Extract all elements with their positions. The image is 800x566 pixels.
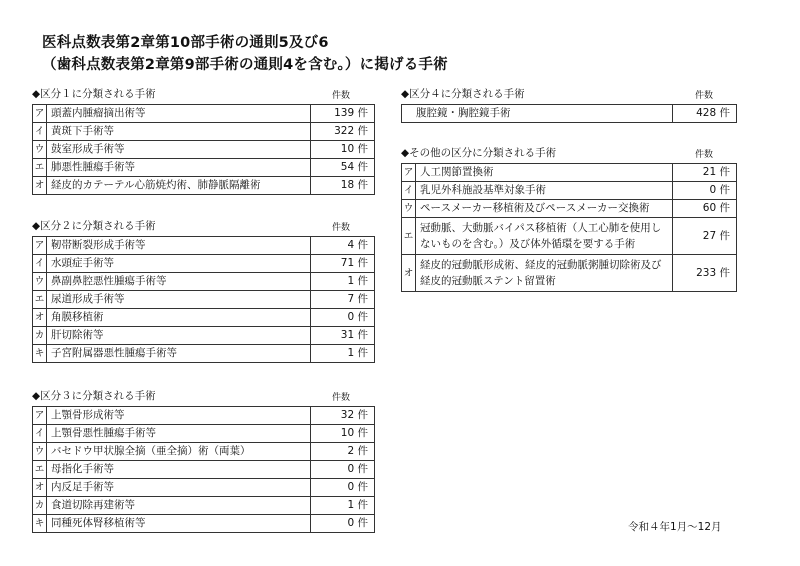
section-2-table: [32, 236, 375, 363]
row-key: オ: [402, 255, 416, 292]
title-line-1: 医科点数表第2章第10部手術の通則5及び6: [42, 35, 329, 51]
row-key: イ: [33, 425, 47, 443]
procedure-name: 鼻副鼻腔悪性腫瘍手術等: [47, 273, 311, 291]
procedure-count: 0 件: [673, 182, 737, 200]
period-note: 令和４年1月～12月: [628, 521, 722, 533]
section-1-table: [32, 104, 375, 195]
row-key: カ: [33, 327, 47, 345]
table-row: [33, 407, 375, 425]
table-row: [33, 105, 375, 123]
procedure-count: 60 件: [673, 200, 737, 218]
row-key: エ: [33, 159, 47, 177]
row-key: ウ: [33, 273, 47, 291]
section-2-heading: ◆区分２に分類される手術: [32, 220, 156, 232]
row-key: オ: [33, 177, 47, 195]
section-5-table: [401, 163, 737, 292]
row-key: イ: [402, 182, 416, 200]
table-row: [33, 515, 375, 533]
procedure-count: 0 件: [311, 515, 375, 533]
procedure-name: ペースメーカー移植術及びペースメーカー交換術: [416, 200, 673, 218]
procedure-name: 水頭症手術等: [47, 255, 311, 273]
procedure-name: 内反足手術等: [47, 479, 311, 497]
table-row: [33, 177, 375, 195]
procedure-name: 経皮的カテーテル心筋焼灼術、肺静脈隔離術: [47, 177, 311, 195]
row-key: ウ: [402, 200, 416, 218]
row-key: ア: [33, 407, 47, 425]
section-4-count-header: 件数: [695, 91, 714, 101]
procedure-name: 尿道形成手術等: [47, 291, 311, 309]
table-row: [33, 159, 375, 177]
section-2-count-header: 件数: [332, 223, 351, 233]
row-key: ウ: [33, 141, 47, 159]
procedure-name: 経皮的冠動脈形成術、経皮的冠動脈粥腫切除術及び経皮的冠動脈ステント留置術: [416, 255, 673, 292]
procedure-name: 食道切除再建術等: [47, 497, 311, 515]
table-row: [402, 105, 737, 123]
section-3-count-header: 件数: [332, 393, 351, 403]
procedure-name: 肺悪性腫瘍手術等: [47, 159, 311, 177]
procedure-count: 18 件: [311, 177, 375, 195]
title-line-2: （歯科点数表第2章第9部手術の通則4を含む。）に掲げる手術: [42, 57, 448, 73]
procedure-count: 71 件: [311, 255, 375, 273]
procedure-name: 人工関節置換術: [416, 164, 673, 182]
procedure-count: 428 件: [673, 105, 737, 123]
procedure-count: 7 件: [311, 291, 375, 309]
row-key: イ: [33, 123, 47, 141]
table-row: [402, 182, 737, 200]
section-3-heading: ◆区分３に分類される手術: [32, 390, 156, 402]
procedure-count: 0 件: [311, 479, 375, 497]
procedure-name: 子宮附属器悪性腫瘍手術等: [47, 345, 311, 363]
procedure-count: 10 件: [311, 425, 375, 443]
procedure-name: 腹腔鏡・胸腔鏡手術: [402, 105, 673, 123]
table-row: [33, 273, 375, 291]
row-key: エ: [33, 291, 47, 309]
row-key: キ: [33, 345, 47, 363]
procedure-count: 0 件: [311, 461, 375, 479]
row-key: ア: [33, 105, 47, 123]
document-title: [42, 32, 448, 76]
table-row: [402, 164, 737, 182]
row-key: ア: [33, 237, 47, 255]
row-key: ウ: [33, 443, 47, 461]
procedure-name: 上顎骨形成術等: [47, 407, 311, 425]
procedure-name: 頭蓋内腫瘤摘出術等: [47, 105, 311, 123]
procedure-name: 肝切除術等: [47, 327, 311, 345]
section-3: [32, 388, 374, 533]
section-4-table: [401, 104, 737, 123]
procedure-name: 母指化手術等: [47, 461, 311, 479]
section-5: [401, 145, 736, 292]
table-row: [33, 309, 375, 327]
procedure-name: 鼓室形成手術等: [47, 141, 311, 159]
row-key: カ: [33, 497, 47, 515]
table-row: [402, 200, 737, 218]
procedure-name: 冠動脈、大動脈バイパス移植術（人工心肺を使用しないものを含む。）及び体外循環を要する手術: [416, 218, 673, 255]
row-key: エ: [33, 461, 47, 479]
table-row: [33, 237, 375, 255]
row-key: キ: [33, 515, 47, 533]
section-4-heading: ◆区分４に分類される手術: [401, 88, 525, 100]
table-row: [402, 255, 737, 292]
table-row: [33, 345, 375, 363]
section-1-heading: ◆区分１に分類される手術: [32, 88, 156, 100]
procedure-count: 27 件: [673, 218, 737, 255]
row-key: オ: [33, 309, 47, 327]
procedure-count: 31 件: [311, 327, 375, 345]
table-row: [33, 255, 375, 273]
procedure-name: 靭帯断裂形成手術等: [47, 237, 311, 255]
row-key: オ: [33, 479, 47, 497]
procedure-count: 32 件: [311, 407, 375, 425]
table-row: [33, 497, 375, 515]
procedure-name: 上顎骨悪性腫瘍手術等: [47, 425, 311, 443]
procedure-count: 322 件: [311, 123, 375, 141]
table-row: [402, 218, 737, 255]
table-row: [33, 327, 375, 345]
table-row: [33, 291, 375, 309]
row-key: ア: [402, 164, 416, 182]
procedure-name: 黄斑下手術等: [47, 123, 311, 141]
section-2: [32, 218, 374, 363]
procedure-count: 1 件: [311, 345, 375, 363]
procedure-name: 同種死体腎移植術等: [47, 515, 311, 533]
procedure-count: 1 件: [311, 497, 375, 515]
procedure-count: 54 件: [311, 159, 375, 177]
procedure-name: 角膜移植術: [47, 309, 311, 327]
table-row: [33, 425, 375, 443]
section-4: [401, 86, 736, 123]
table-row: [33, 461, 375, 479]
procedure-count: 139 件: [311, 105, 375, 123]
section-1-count-header: 件数: [332, 91, 351, 101]
table-row: [33, 479, 375, 497]
table-row: [33, 123, 375, 141]
section-5-count-header: 件数: [695, 150, 714, 160]
procedure-count: 21 件: [673, 164, 737, 182]
procedure-count: 2 件: [311, 443, 375, 461]
row-key: イ: [33, 255, 47, 273]
section-1: [32, 86, 374, 195]
row-key: エ: [402, 218, 416, 255]
procedure-count: 10 件: [311, 141, 375, 159]
table-row: [33, 443, 375, 461]
section-3-table: [32, 406, 375, 533]
procedure-name: 乳児外科施設基準対象手術: [416, 182, 673, 200]
procedure-name: バセドウ甲状腺全摘（亜全摘）術（両葉）: [47, 443, 311, 461]
section-5-heading: ◆その他の区分に分類される手術: [401, 147, 557, 159]
procedure-count: 4 件: [311, 237, 375, 255]
table-row: [33, 141, 375, 159]
procedure-count: 233 件: [673, 255, 737, 292]
procedure-count: 1 件: [311, 273, 375, 291]
procedure-count: 0 件: [311, 309, 375, 327]
